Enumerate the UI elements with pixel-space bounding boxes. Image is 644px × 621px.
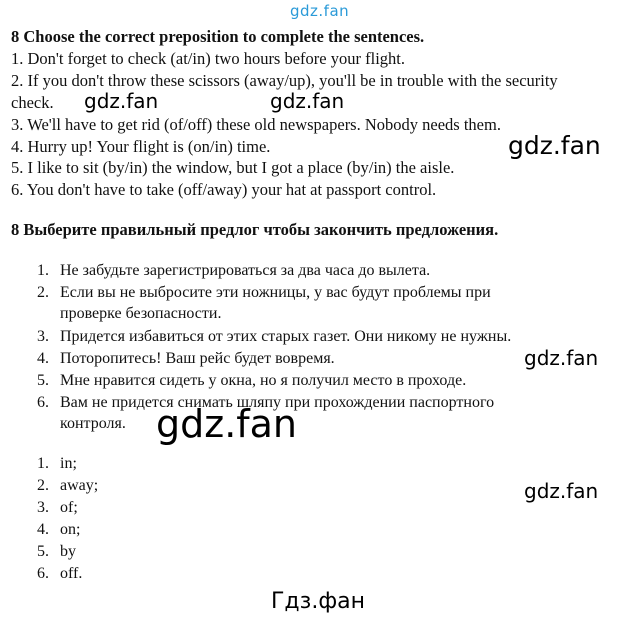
answer-number-4: 4. (37, 521, 49, 538)
english-line-2-cont: check. (11, 93, 54, 112)
exercise-title-russian: 8 Выберите правильный предлог чтобы закончить предложения. (11, 220, 499, 239)
watermark-top: gdz.fan (290, 2, 350, 20)
watermark-6: gdz.fan (524, 479, 599, 503)
ru-item-6: Вам не придется снимать шляпу при прохождении паспортного (60, 394, 495, 411)
ru-number-6: 6. (37, 394, 49, 411)
watermark-4: gdz.fan (524, 346, 599, 370)
ru-item-4: Поторопитесь! Ваш рейс будет вовремя. (60, 350, 335, 367)
ru-item-1: Не забудьте зарегистрироваться за два часа до вылета. (60, 262, 431, 279)
answer-4: on; (60, 521, 81, 538)
answer-1: in; (60, 455, 77, 472)
ru-number-4: 4. (37, 350, 49, 367)
answer-number-3: 3. (37, 499, 49, 516)
ru-item-5: Мне нравится сидеть у окна, но я получил место в проходе. (60, 372, 467, 389)
answer-6: off. (60, 565, 83, 582)
answer-2: away; (60, 477, 99, 494)
ru-item-3: Придется избавиться от этих старых газет. Они никому не нужны. (60, 328, 512, 345)
answer-number-5: 5. (37, 543, 49, 560)
watermark-5: gdz.fan (156, 402, 298, 446)
answer-5: by (60, 543, 76, 560)
watermark-2: gdz.fan (270, 89, 345, 113)
answer-3: of; (60, 499, 78, 516)
ru-number-5: 5. (37, 372, 49, 389)
english-line-3: 3. We'll have to get rid (of/off) these old newspapers. Nobody needs them. (11, 115, 501, 134)
english-line-4: 4. Hurry up! Your flight is (on/in) time. (11, 137, 271, 156)
ru-item-6-cont: контроля. (60, 415, 126, 432)
answer-number-2: 2. (37, 477, 49, 494)
ru-item-2-cont: проверке безопасности. (60, 305, 222, 322)
english-line-6: 6. You don't have to take (off/away) your hat at passport control. (11, 180, 437, 199)
answer-number-6: 6. (37, 565, 49, 582)
answers-list (0, 453, 300, 593)
english-line-5: 5. I like to sit (by/in) the window, but I got a place (by/in) the aisle. (11, 158, 455, 177)
watermark-1: gdz.fan (84, 89, 159, 113)
ru-number-1: 1. (37, 262, 49, 279)
answer-number-1: 1. (37, 455, 49, 472)
watermark-3: gdz.fan (508, 131, 601, 160)
ru-number-3: 3. (37, 328, 49, 345)
exercise-title-english: 8 Choose the correct preposition to complete the sentences. (11, 27, 425, 46)
watermark-bottom: Гдз.фан (271, 589, 365, 614)
ru-number-2: 2. (37, 284, 49, 301)
english-line-2: 2. If you don't throw these scissors (away/up), you'll be in trouble with the security (11, 71, 558, 90)
english-line-1: 1. Don't forget to check (at/in) two hours before your flight. (11, 49, 405, 68)
ru-item-2: Если вы не выбросите эти ножницы, у вас будут проблемы при (60, 284, 491, 301)
